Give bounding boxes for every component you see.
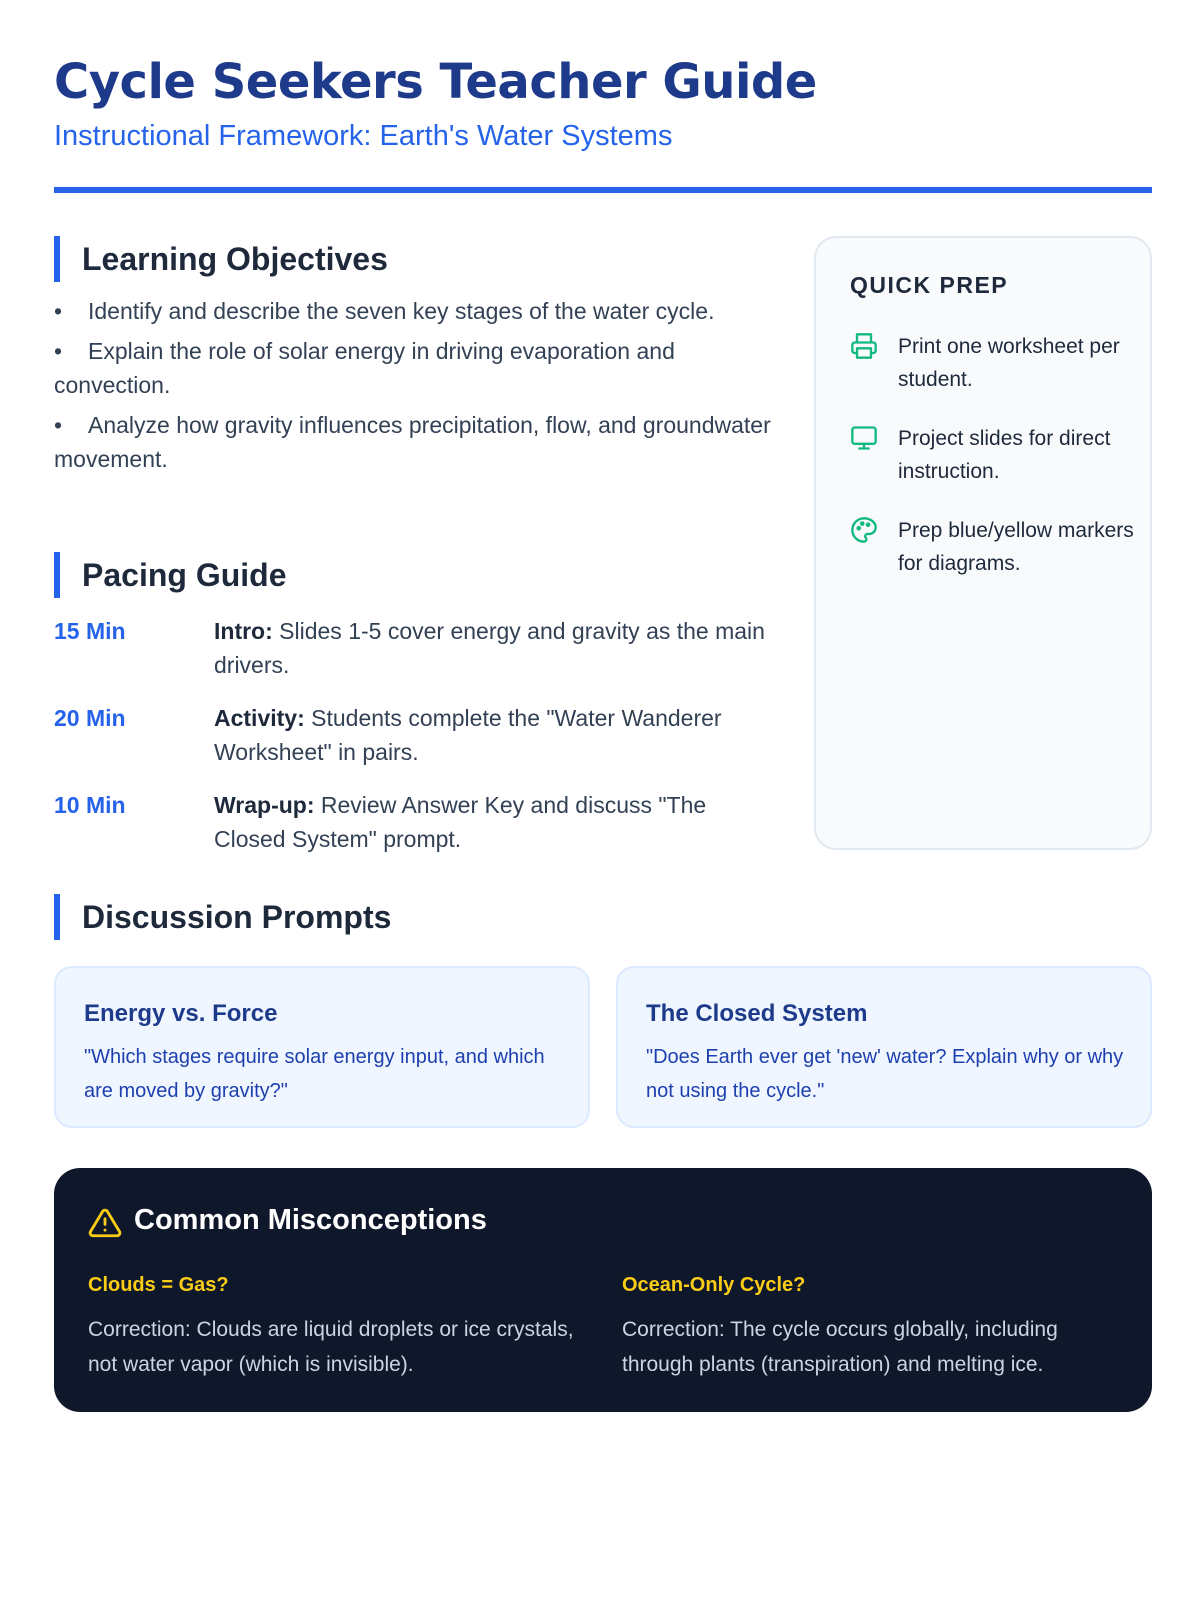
discussion-card bbox=[616, 966, 1152, 1128]
misconception-item bbox=[88, 1272, 588, 1382]
misconceptions-title: Common Misconceptions bbox=[134, 1204, 487, 1236]
pacing-description: Activity: Students complete the "Water Wanderer Worksheet" in pairs. bbox=[214, 705, 722, 765]
pacing-time: 10 Min bbox=[54, 792, 126, 818]
page-subtitle: Instructional Framework: Earth's Water Systems bbox=[54, 120, 673, 152]
bullet-icon: • bbox=[54, 412, 63, 438]
bullet-icon: • bbox=[54, 338, 63, 364]
pacing-description: Wrap-up: Review Answer Key and discuss "The Closed System" prompt. bbox=[214, 792, 707, 852]
misconception-correction: Correction: The cycle occurs globally, including through plants (transpiration) and melting ice. bbox=[622, 1318, 1058, 1376]
pacing-description: Intro: Slides 1-5 cover energy and gravity as the main drivers. bbox=[214, 618, 765, 678]
misconceptions-panel bbox=[54, 1168, 1152, 1412]
monitor-icon bbox=[850, 424, 878, 452]
misconception-label: Clouds = Gas? bbox=[88, 1274, 229, 1296]
discussion-card bbox=[54, 966, 590, 1128]
misconception-correction: Correction: Clouds are liquid droplets or ice crystals, not water vapor (which is invisible). bbox=[88, 1318, 574, 1376]
bullet-icon: • bbox=[54, 298, 63, 324]
pacing-guide-heading: Pacing Guide bbox=[54, 552, 286, 598]
quick-prep-text: Print one worksheet per student. bbox=[898, 335, 1120, 391]
list-item: • Explain the role of solar energy in driving evaporation and convection. bbox=[54, 334, 774, 402]
page-title: Cycle Seekers Teacher Guide bbox=[54, 54, 817, 110]
header-divider bbox=[54, 187, 1152, 193]
quick-prep-text: Project slides for direct instruction. bbox=[898, 427, 1111, 483]
warning-icon bbox=[88, 1206, 122, 1240]
discussion-card-text: "Which stages require solar energy input, and which are moved by gravity?" bbox=[84, 1046, 545, 1102]
discussion-card-text: "Does Earth ever get 'new' water? Explain why or why not using the cycle." bbox=[646, 1046, 1124, 1102]
list-item: • Analyze how gravity influences precipitation, flow, and groundwater movement. bbox=[54, 408, 774, 476]
discussion-card-title: The Closed System bbox=[646, 1000, 868, 1027]
quick-prep-panel bbox=[814, 236, 1152, 850]
discussion-prompts-heading: Discussion Prompts bbox=[54, 894, 391, 940]
discussion-card-title: Energy vs. Force bbox=[84, 1000, 278, 1027]
learning-objectives-heading: Learning Objectives bbox=[54, 236, 388, 282]
quick-prep-title: QUICK PREP bbox=[850, 272, 1009, 298]
quick-prep-text: Prep blue/yellow markers for diagrams. bbox=[898, 519, 1134, 575]
misconception-label: Ocean-Only Cycle? bbox=[622, 1274, 806, 1296]
misconception-item bbox=[622, 1272, 1122, 1382]
palette-icon bbox=[850, 516, 878, 544]
pacing-time: 20 Min bbox=[54, 705, 126, 731]
pacing-time: 15 Min bbox=[54, 618, 126, 644]
list-item: • Identify and describe the seven key stages of the water cycle. bbox=[54, 294, 774, 328]
printer-icon bbox=[850, 332, 878, 360]
learning-objectives-list bbox=[54, 294, 774, 482]
